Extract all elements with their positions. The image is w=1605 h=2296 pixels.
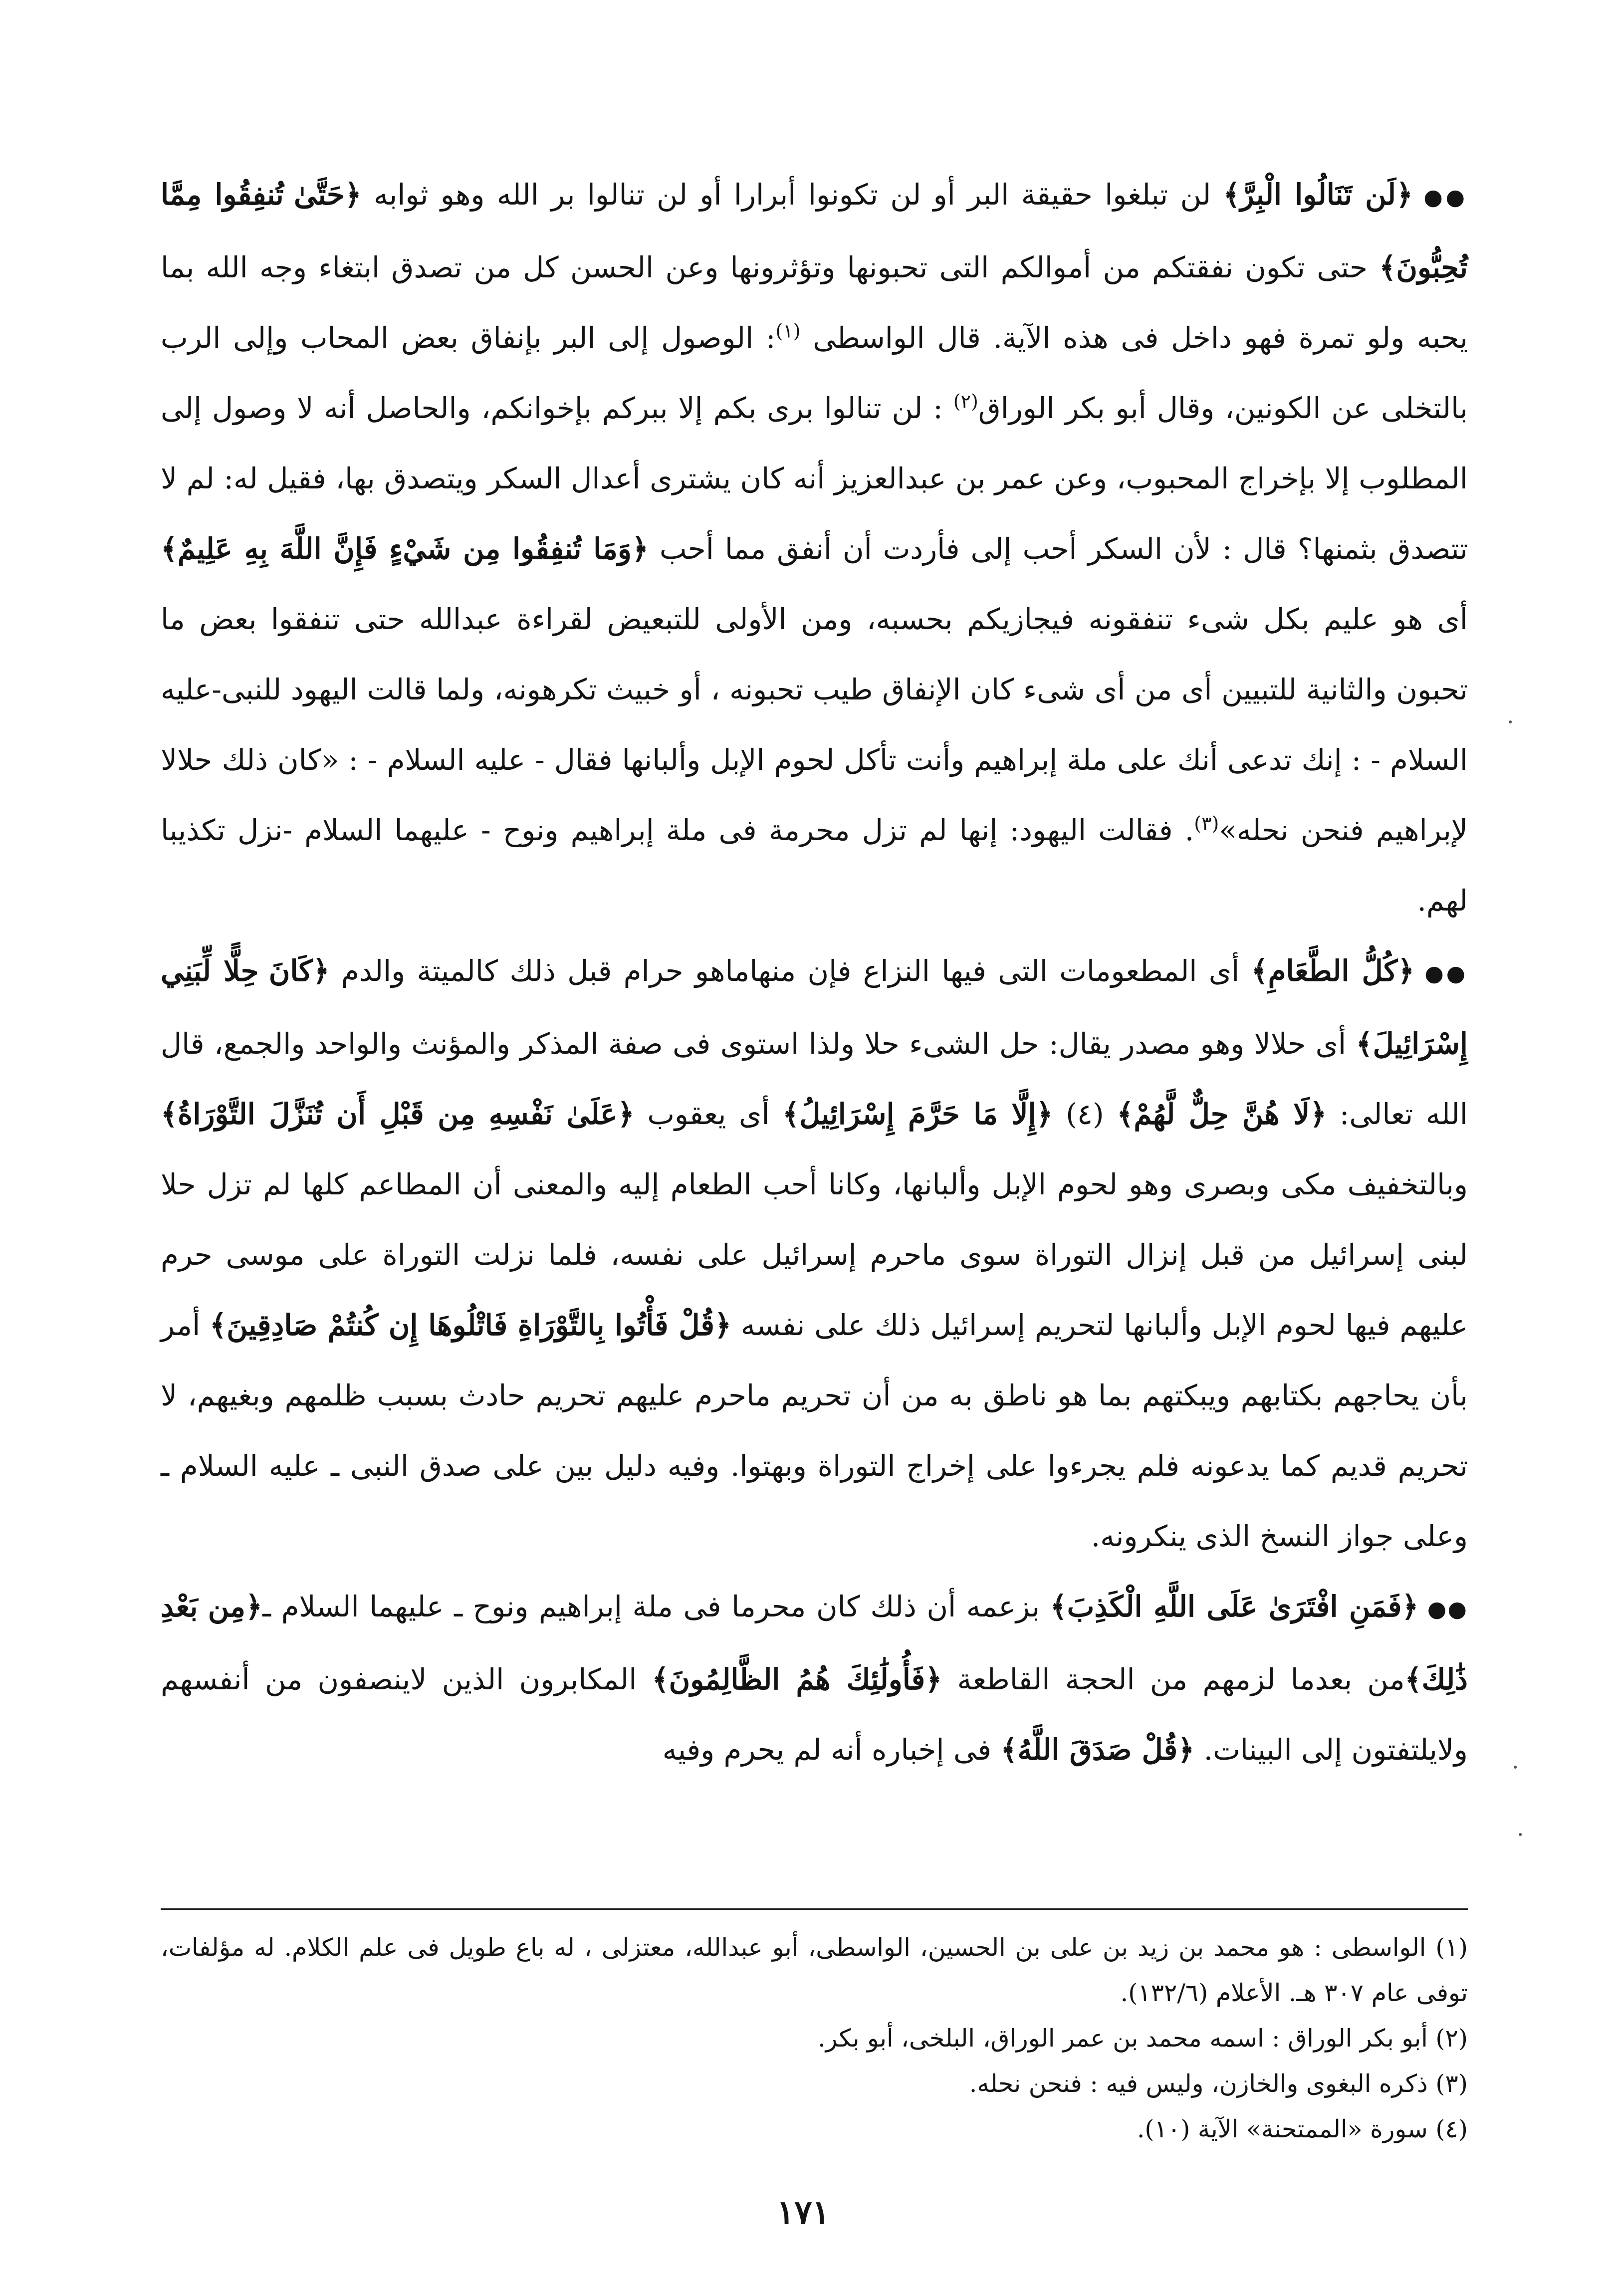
body-text: بزعمه أن ذلك كان محرما فى ملة إبراهيم ونوح ـ عليهما السلام ـ	[262, 1590, 1050, 1623]
footnote	[161, 2106, 1468, 2152]
scan-speck: ·	[1512, 1754, 1519, 1781]
quran-quote: ﴿قُلْ فَأْتُوا بِالتَّوْرَاةِ فَاتْلُوهَا إِن كُنتُمْ صَادِقِينَ﴾	[210, 1308, 731, 1342]
footnote-ref: (٣)	[1194, 812, 1219, 835]
body-text: لن تبلغوا حقيقة البر أو لن تكونوا أبرارا أو لن تنالوا بر الله وهو ثوابه	[361, 178, 1223, 212]
body-text: أى حلالا وهو مصدر يقال: حل الشىء حلا ولذا استوى فى صفة المذكر والمؤنث والواحد والجمع، قال الله تعالى:	[161, 1027, 1468, 1131]
quran-quote: ﴿لَن تَنَالُوا الْبِرَّ﴾	[1223, 178, 1413, 212]
footnote-number: (٣)	[1435, 2069, 1468, 2098]
footnotes	[161, 1925, 1468, 2152]
body-text: أى يعقوب	[634, 1097, 783, 1131]
quran-quote: ﴿وَمَا تُنفِقُوا مِن شَيْءٍ فَإِنَّ اللَّهَ بِهِ عَلِيمٌ﴾	[161, 532, 649, 566]
quran-quote: ﴿قُلْ صَدَقَ اللَّهُ﴾	[1000, 1733, 1195, 1767]
page-number: ١٧١	[776, 2193, 830, 2232]
paragraph-marker: ●●	[1418, 1597, 1468, 1622]
scan-speck: ·	[1517, 1821, 1524, 1848]
body-text: حتى تكون نفقتكم من أموالكم التى تحبونها وتؤثرونها وعن الحسن كل من تصدق ابتغاء وجه الله بما يحبه ولو تمرة فهو داخل فى هذه الآية. قال الواسطى	[161, 250, 1468, 355]
quran-quote: ﴿فَأُولَٰئِكَ هُمُ الظَّالِمُونَ﴾	[652, 1662, 942, 1696]
paragraph-marker: ●●	[1413, 185, 1468, 210]
body-text: : لن تنالوا برى بكم إلا ببركم بإخوانكم، والحاصل أنه لا وصول إلى المطلوب إلا بإخراج المحبوب، وعن عمر بن عبدالعزيز أنه كان يشترى أعدال السكر ويتصدق بها، فقيل له: لم لا تتصدق بثمنها؟ قال : لأن السكر أحب إلى فأردت أن أنفق مما أحب	[161, 391, 1468, 566]
body-text: فى إخباره أنه لم يحرم وفيه	[662, 1733, 1001, 1767]
paragraph-2	[161, 936, 1468, 1572]
paragraph-marker: ●●	[1414, 961, 1468, 986]
footnote-ref: (٢)	[953, 390, 978, 413]
footnote-text: أبو بكر الوراق : اسمه محمد بن عمر الوراق، البلخى، أبو بكر.	[818, 2024, 1428, 2053]
quran-quote: ﴿فَمَنِ افْتَرَىٰ عَلَى اللَّهِ الْكَذِبَ﴾	[1050, 1590, 1419, 1623]
body-text: (٤)	[1053, 1097, 1117, 1131]
quran-quote: ﴿لَا هُنَّ حِلٌّ لَّهُمْ﴾	[1117, 1097, 1327, 1131]
quran-quote: ﴿حَتَّىٰ تُنفِقُوا مِمَّا تُحِبُّونَ﴾	[161, 178, 1468, 284]
body-text: . فقالت اليهود: إنها لم تزل محرمة فى ملة إبراهيم ونوح - عليهما السلام -نزل تكذيبا لهم.	[161, 813, 1468, 918]
quran-quote: ﴿عَلَىٰ نَفْسِهِ مِن قَبْلِ أَن تُنَزَّلَ التَّوْرَاةُ﴾	[161, 1097, 635, 1131]
paragraph-1	[161, 160, 1468, 936]
body-text: المكابرون الذين لاينصفون من أنفسهم ولايلتفتون إلى البينات.	[161, 1662, 1468, 1767]
footnote-number: (١)	[1435, 1933, 1468, 1962]
quran-quote: ﴿مِن بَعْدِ ذَٰلِكَ﴾	[161, 1590, 1468, 1696]
footnote	[161, 2061, 1468, 2106]
quran-quote: ﴿كُلُّ الطَّعَامِ﴾	[1251, 954, 1415, 988]
footnote	[161, 1925, 1468, 2016]
footnote-text: ذكره البغوى والخازن، وليس فيه : فنحن نحله.	[969, 2069, 1428, 2098]
paragraph-3	[161, 1572, 1468, 1785]
body-text: أمر بأن يحاجهم بكتابهم ويبكتهم بما هو ناطق به من أن تحريم ماحرم عليهم تحريم حادث بسبب ظلمهم وبغيهم، لا تحريم قديم كما يدعونه فلم يجرءوا على إخراج التوراة وبهتوا. وفيه دليل بين على صدق النبى ـ عليه السلام ـ وعلى جواز النسخ الذى ينكرونه.	[161, 1308, 1468, 1553]
body-text: : الوصول إلى البر بإنفاق بعض المحاب وإلى الرب بالتخلى عن الكونين، وقال أبو بكر الوراق	[161, 321, 1468, 425]
footnote-text: الواسطى : هو محمد بن زيد بن على بن الحسين، الواسطى، أبو عبدالله، معتزلى ، له باع طويل فى علم الكلام. له مؤلفات، توفى عام ٣٠٧ هـ. الأعلام (١٣٢/٦).	[161, 1933, 1468, 2007]
quran-quote: ﴿كَانَ حِلًّا لِّبَنِي إِسْرَائِيلَ﴾	[161, 954, 1468, 1061]
footnote	[161, 2016, 1468, 2061]
footnote-ref: (١)	[775, 320, 801, 342]
body-text: أى هو عليم بكل شىء تنفقونه فيجازيكم بحسبه، ومن الأولى للتبعيض لقراءة عبدالله حتى تنفقوا بعض ما تحبون والثانية للتبيين أى من أى شىء كان الإنفاق طيب تحبونه ، أو خبيث تكرهونه، ولما قالت اليهود للنبى-عليه السلام - : إنك تدعى أنك على ملة إبراهيم وأنت تأكل لحوم الإبل وألبانها فقال - عليه السلام - : «كان ذلك حلالا لإبراهيم فنحن نحله»	[161, 602, 1468, 847]
footnote-divider	[161, 1908, 1468, 1910]
main-text	[161, 160, 1468, 1785]
footnote-number: (٢)	[1435, 2024, 1468, 2053]
footnote-text: سورة «الممتحنة» الآية (١٠).	[1137, 2115, 1428, 2143]
quran-quote: ﴿إِلَّا مَا حَرَّمَ إِسْرَائِيلُ﴾	[782, 1097, 1053, 1131]
footnote-number: (٤)	[1435, 2115, 1468, 2143]
body-text: من بعدما لزمهم من الحجة القاطعة	[942, 1662, 1405, 1696]
scan-speck: ·	[1507, 708, 1514, 735]
body-text: وبالتخفيف مكى وبصرى وهو لحوم الإبل وألبانها، وكانا أحب الطعام إليه والمعنى أن المطاعم كلها لم تزل حلا لبنى إسرائيل من قبل إنزال التوراة سوى ماحرم إسرائيل على نفسه، فلما نزلت التوراة على موسى حرم عليهم فيها لحوم الإبل وألبانها لتحريم إسرائيل ذلك على نفسه	[161, 1167, 1468, 1342]
body-text: أى المطعومات التى فيها النزاع فإن منهاماهو حرام قبل ذلك كالميتة والدم	[329, 954, 1251, 988]
